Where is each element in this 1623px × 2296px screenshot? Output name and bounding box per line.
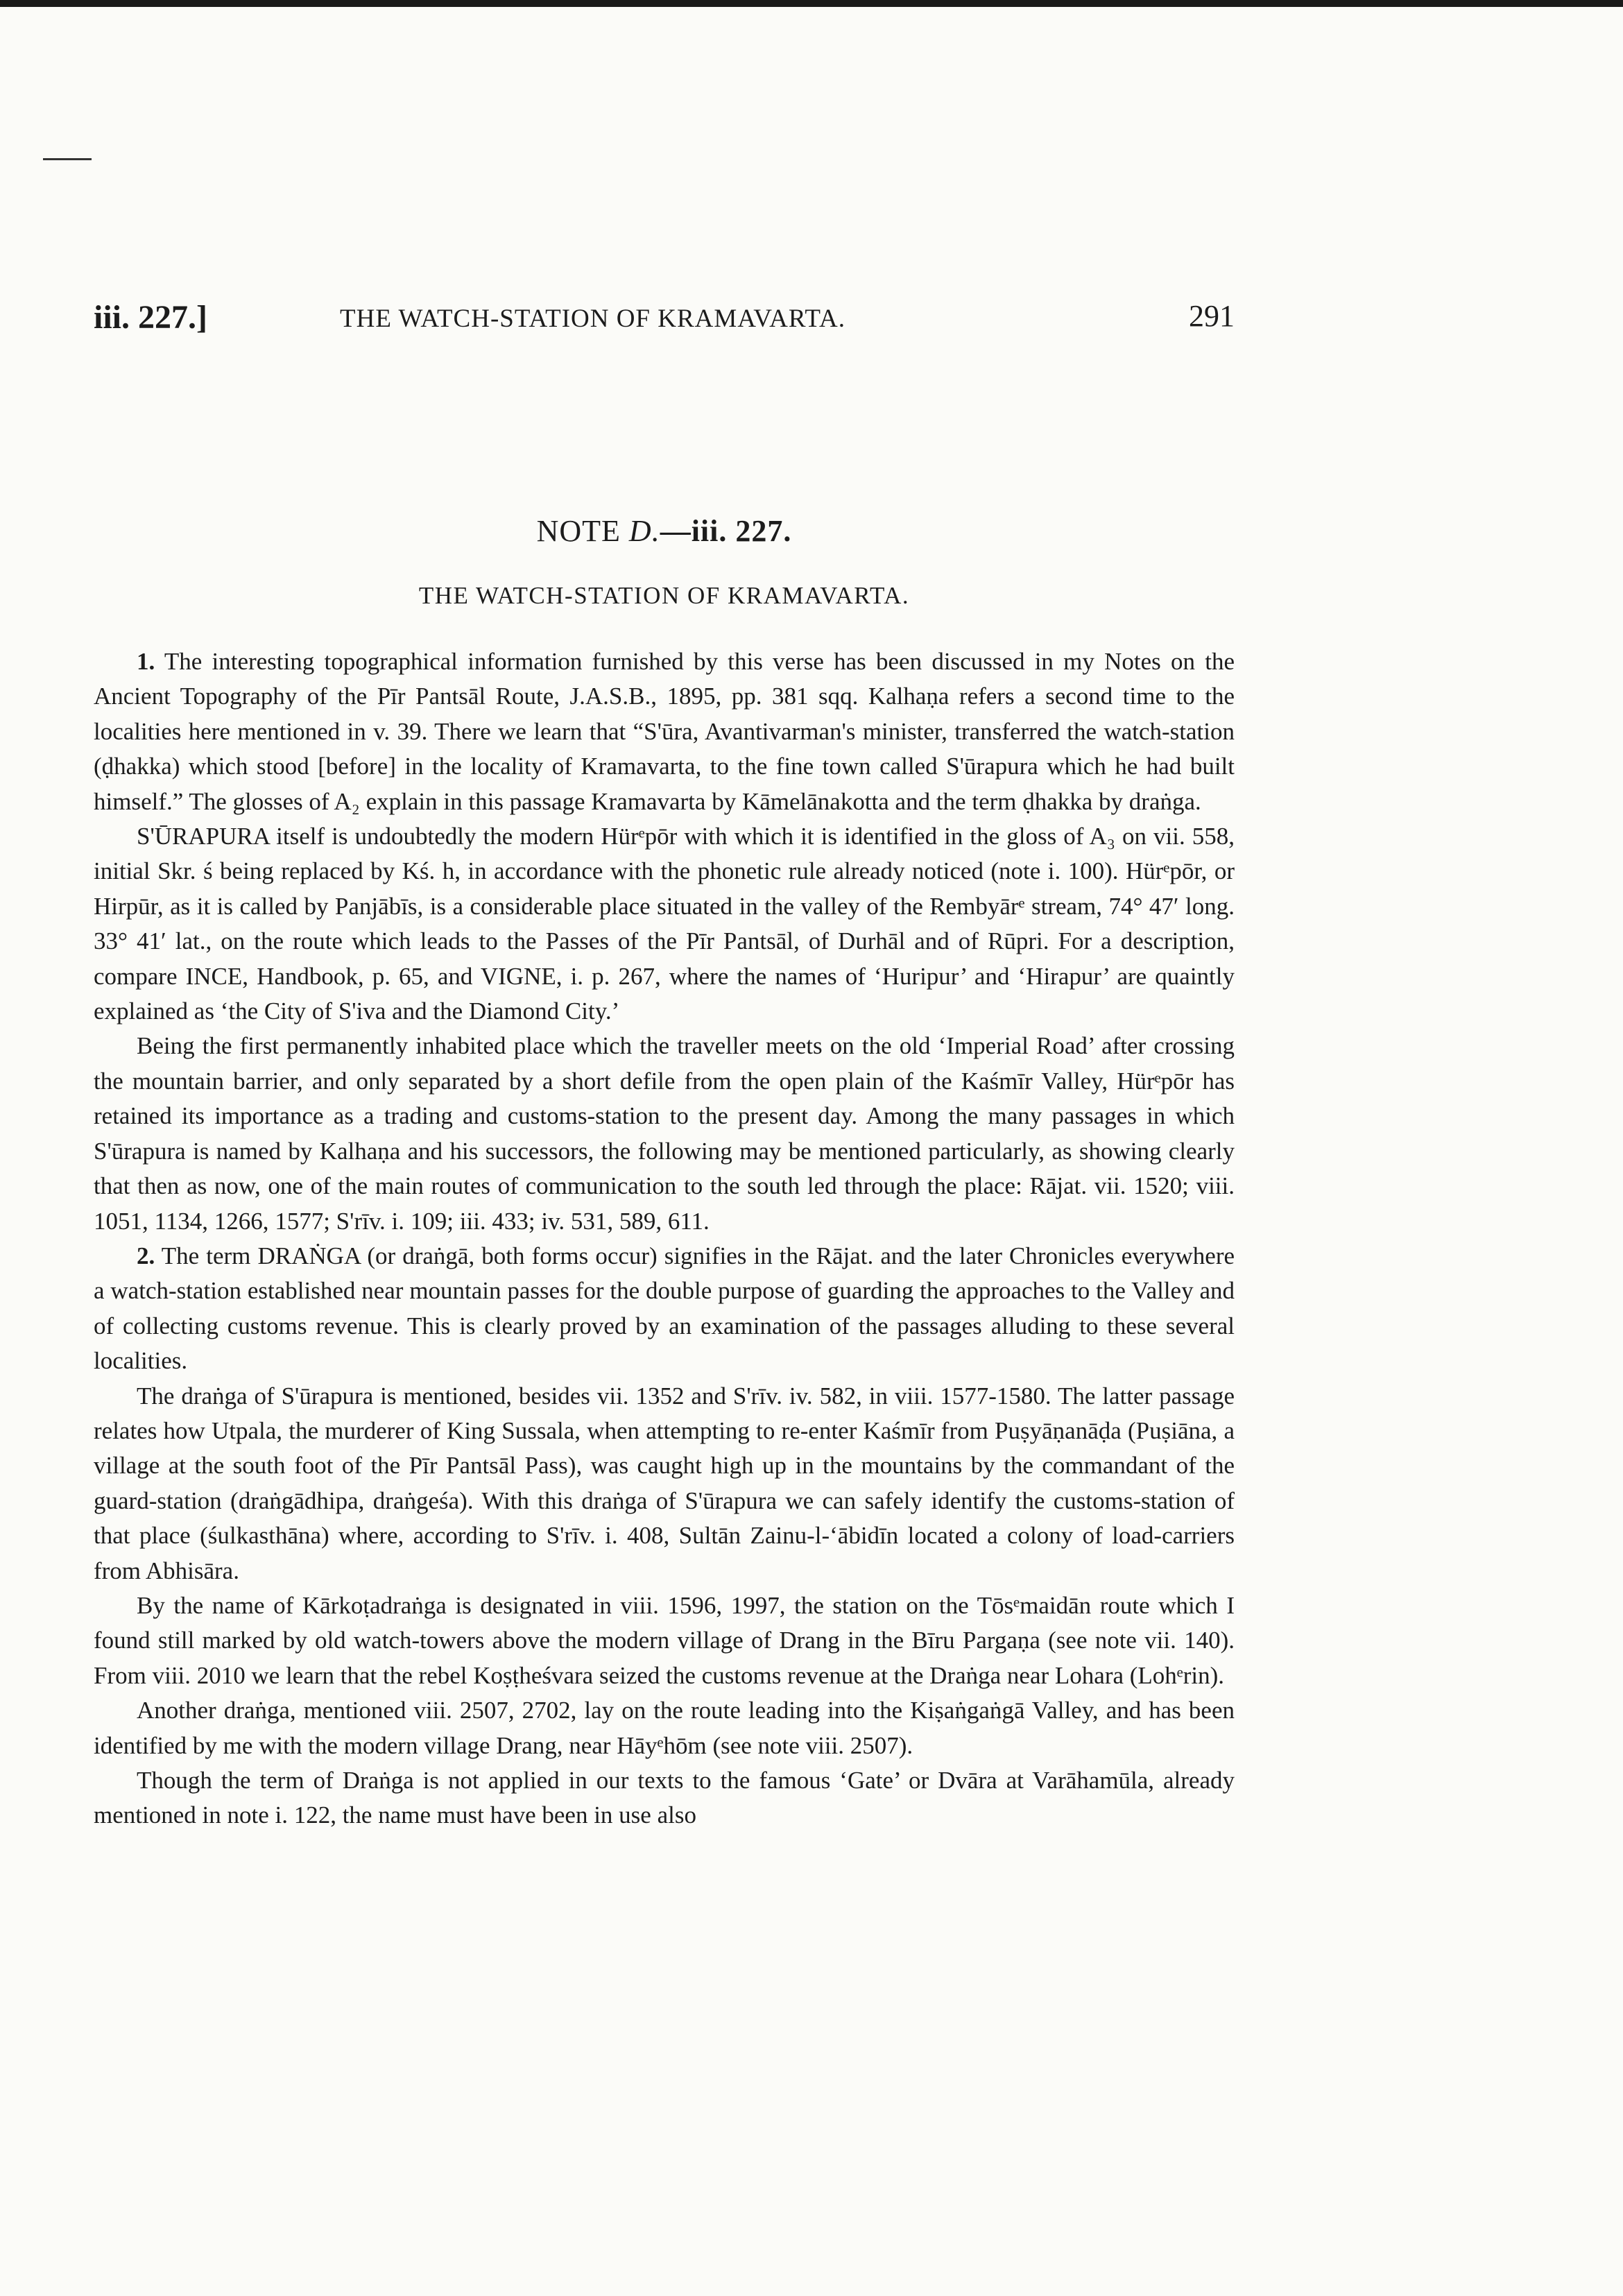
paragraph-4-text: The term DRAṄGA (or draṅgā, both forms occur) signifies in the Rājat. and the later Chronicles everywhere a watch-station established near mountain passes for the double purpose of guarding the approaches to the Valley and of collecting customs revenue. This is clearly proved by an examination of the passages alluding to these several localities. (94, 1242, 1235, 1375)
paragraph-5: The draṅga of S'ūrapura is mentioned, besides vii. 1352 and S'rīv. iv. 582, in viii. 1577-1580. The latter passage relates how Utpala, the murderer of King Sussala, when attempting to re-enter Kaśmīr from Puṣyāṇanāḍa (Puṣiāna, a village at the south foot of the Pīr Pantsāl Pass), was caught high up in the mountains by the commandant of the guard-station (draṅgādhipa, draṅgeśa). With this draṅga of S'ūrapura we can safely identify the customs-station of that place (śulkasthāna) where, according to S'rīv. i. 408, Sultān Zainu-l-‘ābidīn located a colony of load-carriers from Abhisāra. (94, 1382, 1235, 1584)
note-heading-ref: —iii. 227. (660, 514, 792, 548)
section-number-1: 1. (137, 648, 155, 675)
paragraph-8: Though the term of Draṅga is not applied in our texts to the famous ‘Gate’ or Dvāra at Varāhamūla, already mentioned in note i. 122, the name must have been in use also (94, 1767, 1235, 1829)
paragraph-1 (94, 644, 1235, 819)
paragraph-7: Another draṅga, mentioned viii. 2507, 2702, lay on the route leading into the Kiṣaṅgaṅgā Valley, and has been identified by me with the modern village Drang, near Hāyᵉhōm (see note viii. 2507). (94, 1697, 1235, 1759)
running-head-title: THE WATCH-STATION OF KRAMAVARTA. (340, 305, 845, 333)
page (94, 298, 1235, 1833)
paragraph-6: By the name of Kārkoṭadraṅga is designated in viii. 1596, 1997, the station on the Tōsᵉmaidān route which I found still marked by old watch-towers above the modern village of Drang in the Bīru Pargaṇa (see note vii. 140). From viii. 2010 we learn that the rebel Koṣṭheśvara seized the customs revenue at the Draṅga near Lohara (Lohᵉrin). (94, 1591, 1235, 1689)
section-number-2: 2. (137, 1242, 155, 1269)
paragraph-3: Being the first permanently inhabited place which the traveller meets on the old ‘Imperial Road’ after crossing the mountain barrier, and only separated by a short defile from the open plain of the Kaśmīr Valley, Hürᵉpōr has retained its importance as a trading and customs-station to the present day. Among the many passages in which S'ūrapura is named by Kalhaṇa and his successors, the following may be mentioned particularly, as showing clearly that then as now, one of the main routes of communication to the south led through the place: Rājat. vii. 1520; viii. 1051, 1134, 1266, 1577; S'rīv. i. 109; iii. 433; iv. 531, 589, 611. (94, 1032, 1235, 1235)
paragraph-1-text: The interesting topographical information furnished by this verse has been discussed in my Notes on the Ancient Topography of the Pīr Pantsāl Route, J.A.S.B., 1895, pp. 381 sqq. Kalhaṇa refers a second time to the localities here mentioned in v. 39. There we learn that “S'ūra, Avantivarman's minister, transferred the watch-station (ḍhakka) which stood [before] in the locality of Kramavarta, to the fine town called S'ūrapura which he had built himself.” The glosses of A₂ explain in this passage Kramavarta by Kāmelānakotta and the term ḍhakka by draṅga. (94, 648, 1235, 815)
paragraph-2: S'ŪRAPURA itself is undoubtedly the modern Hürᵉpōr with which it is identified in the gloss of A₃ on vii. 558, initial Skr. ś being replaced by Kś. h, in accordance with the phonetic rule already noticed (note i. 100). Hürᵉpōr, or Hirpūr, as it is called by Panjābīs, is a considerable place situated in the valley of the Rembyārᵉ stream, 74° 47′ long. 33° 41′ lat., on the route which leads to the Passes of the Pīr Pantsāl, of Durhāl and of Rūpri. For a description, compare INCE, Handbook, p. 65, and VIGNE, i. p. 267, where the names of ‘Huripur’ and ‘Hirapur’ are quaintly explained as ‘the City of S'iva and the Diamond City.’ (94, 823, 1235, 1025)
margin-mark (43, 158, 92, 160)
note-heading-letter: D. (628, 514, 660, 548)
page-number: 291 (1189, 299, 1235, 333)
body-text (94, 644, 1235, 1833)
running-head (94, 298, 1235, 347)
note-subtitle: THE WATCH-STATION OF KRAMAVARTA. (418, 582, 910, 609)
scan-top-edge (0, 0, 1623, 7)
note-heading (94, 513, 1235, 549)
note-heading-prefix: NOTE (536, 514, 629, 548)
running-head-section: iii. 227.] (94, 299, 207, 336)
paragraph-4 (94, 1239, 1235, 1379)
